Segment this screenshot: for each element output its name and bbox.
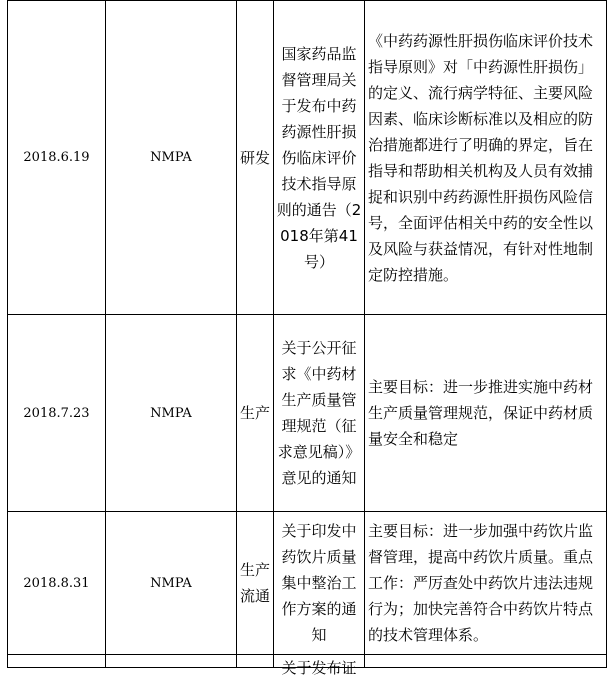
title-cell: 关于公开征求《中药材生产质量管理规范（征求意见稿）》意见的通知 (274, 315, 365, 512)
stage-cell: 生产流通 (237, 512, 274, 655)
org-cell: NMPA (106, 512, 237, 655)
date-cell: 2018.6.19 (8, 1, 106, 315)
table-row (8, 315, 607, 512)
stage-cell: 研发 (237, 1, 274, 315)
date-cell: 2018.8.31 (8, 512, 106, 655)
stage-cell (237, 655, 274, 668)
title-cell: 国家药品监督管理局关于发布中药药源性肝损伤临床评价技术指导原则的通告（2018年第41号） (274, 1, 365, 315)
date-cell (8, 655, 106, 668)
org-cell: NMPA (106, 315, 237, 512)
description-cell: 《中药药源性肝损伤临床评价技术指导原则》对「中药源性肝损伤」的定义、流行病学特征、主要风险因素、临床诊断标准以及相应的防治措施都进行了明确的界定，旨在指导和帮助相关机构及人员有效捕捉和识别中药药源性肝损伤风险信号，全面评估相关中药的安全性以及风险与获益情况，有针对性地制定防控措施。 (365, 1, 607, 315)
stage-cell: 生产 (237, 315, 274, 512)
title-cell (274, 655, 365, 677)
title-cell-text: 关于发布证 (281, 659, 357, 677)
table-row (8, 1, 607, 315)
description-cell (365, 655, 607, 668)
date-cell: 2018.7.23 (8, 315, 106, 512)
table-row (8, 655, 607, 668)
table-row (8, 512, 607, 655)
org-cell: NMPA (106, 1, 237, 315)
description-cell: 主要目标：进一步推进实施中药材生产质量管理规范，保证中药材质量安全和稳定 (365, 315, 607, 512)
org-cell (106, 655, 237, 668)
title-cell: 关于印发中药饮片质量集中整治工作方案的通知 (274, 512, 365, 655)
description-cell: 主要目标：进一步加强中药饮片监督管理，提高中药饮片质量。重点工作：严厉查处中药饮片违法违规行为；加快完善符合中药饮片特点的技术管理体系。 (365, 512, 607, 655)
policy-table (7, 0, 607, 677)
